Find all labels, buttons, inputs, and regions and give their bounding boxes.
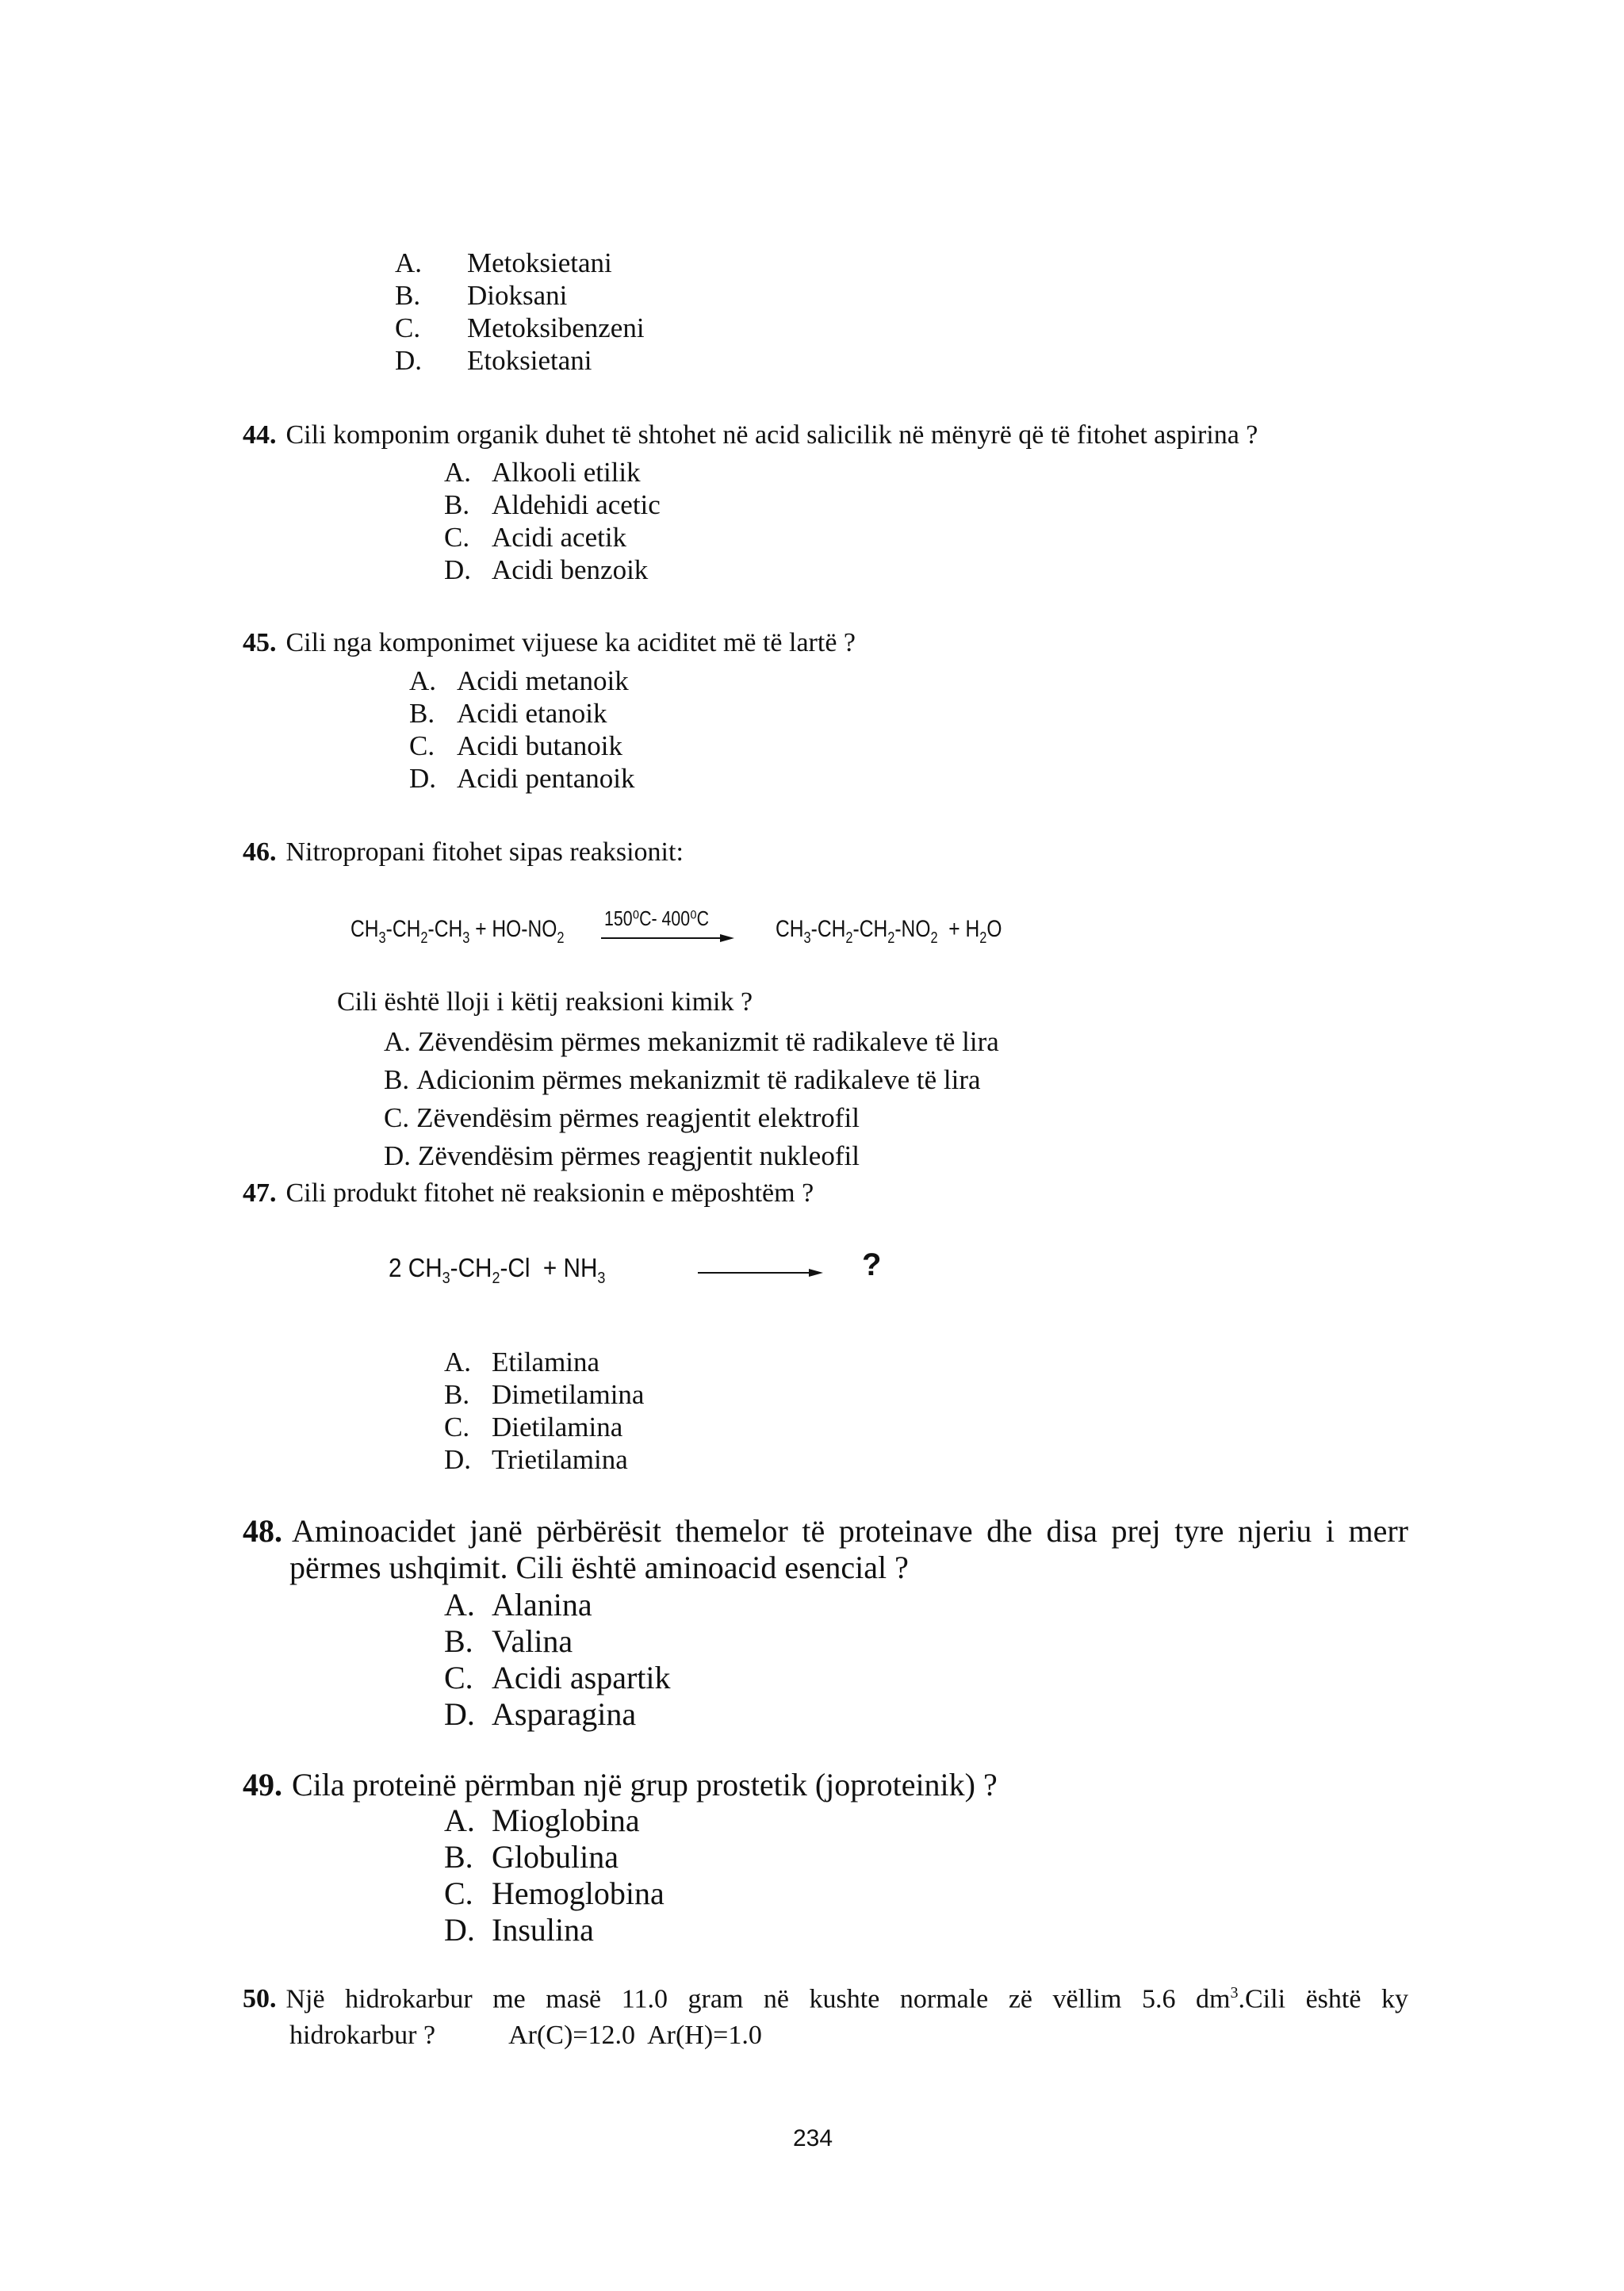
option-text: Dietilamina — [492, 1412, 623, 1442]
formula-part: + H — [937, 916, 980, 942]
question-line-1 — [243, 1513, 1408, 1550]
q46-products — [776, 916, 1002, 947]
formula-part: O — [986, 916, 1002, 942]
question-line-2 — [243, 2017, 1408, 2054]
question-text: Aminoacidet janë përbërësit themelor të proteinave dhe disa prej tyre njeriu i merr — [292, 1513, 1408, 1549]
question-text: Cila proteinë përmban një grup prostetik (joproteinik) ? — [292, 1767, 998, 1803]
formula-part: 2 CH — [389, 1253, 442, 1282]
formula-subscript: 3 — [462, 929, 470, 947]
formula-subscript: 2 — [887, 929, 895, 947]
option-text: Aldehidi acetic — [492, 489, 661, 520]
option-letter: A. — [444, 1803, 475, 1838]
q47-option-d — [444, 1443, 644, 1476]
option-text: Hemoglobina — [492, 1875, 665, 1911]
formula-subscript: 2 — [420, 929, 428, 947]
option-letter: B. — [409, 698, 435, 729]
option-text: Dimetilamina — [492, 1379, 645, 1410]
q48-question — [243, 1513, 1408, 1586]
option-text: Acidi benzoik — [492, 554, 649, 585]
option-text: Zëvendësim përmes mekanizmit të radikaleve të lira — [418, 1026, 999, 1057]
formula-subscript: 3 — [442, 1270, 450, 1287]
formula-subscript: 3 — [803, 929, 811, 947]
question-number: 46. — [243, 837, 277, 867]
q44-options — [444, 456, 661, 586]
question-number: 45. — [243, 628, 277, 657]
question-number: 49. — [243, 1767, 282, 1803]
option-letter: B. — [444, 1623, 473, 1659]
formula-subscript: 2 — [979, 929, 987, 947]
q47-option-c — [444, 1411, 644, 1443]
option-letter: D. — [444, 554, 472, 585]
option-letter: D. — [409, 763, 437, 794]
option-text: Adicionim përmes mekanizmit të radikaleve të lira — [416, 1064, 981, 1095]
option-letter: C. — [444, 1660, 473, 1695]
option-letter: C. — [395, 312, 421, 343]
option-text: Etoksietani — [467, 345, 592, 376]
option-letter: C. — [444, 1412, 470, 1442]
option-text: Alanina — [492, 1587, 592, 1622]
option-text: Metoksietani — [467, 247, 612, 278]
q47-options — [444, 1346, 644, 1476]
question-text: Cili nga komponimet vijuese ka aciditet më të lartë ? — [285, 628, 856, 657]
q46-options — [384, 1023, 999, 1175]
q43-option-a — [395, 247, 645, 279]
question-text: hidrokarbur ? — [289, 2021, 436, 2051]
q49-option-a — [444, 1803, 665, 1839]
question-text: Një hidrokarbur me masë 11.0 gram në kushte normale zë vëllim 5.6 dm — [285, 1984, 1231, 2014]
option-letter: A. — [444, 1347, 472, 1377]
q44-option-a — [444, 456, 661, 488]
q47-reaction-arrow — [698, 1266, 825, 1279]
option-letter: B. — [444, 1839, 473, 1875]
q43-option-b — [395, 279, 645, 312]
formula-part: -CH — [427, 916, 463, 942]
option-text: Acidi acetik — [492, 522, 627, 553]
q45-question — [243, 626, 856, 661]
q47-reactants — [389, 1253, 606, 1287]
option-text: Zëvendësim përmes reagjentit nukleofil — [418, 1140, 860, 1171]
exponent: 3 — [1230, 1984, 1239, 2002]
q49-question — [243, 1767, 998, 1803]
formula-part: -Cl + NH — [500, 1253, 598, 1282]
q43-options — [395, 247, 645, 377]
q46-option-a — [384, 1023, 999, 1061]
option-letter: B. — [384, 1064, 410, 1095]
option-text: Valina — [492, 1623, 573, 1659]
q49-option-b — [444, 1839, 665, 1875]
q47-question — [243, 1176, 814, 1211]
q45-option-c — [409, 730, 635, 762]
option-text: Acidi aspartik — [492, 1660, 671, 1695]
question-number: 44. — [243, 420, 277, 450]
question-text-end: .Cili është ky — [1238, 1984, 1408, 2014]
option-letter: D. — [384, 1140, 412, 1171]
q49-option-c — [444, 1875, 665, 1912]
formula-part: -CH — [852, 916, 888, 942]
option-letter: C. — [409, 730, 435, 761]
q46-question — [243, 835, 684, 870]
option-text: Mioglobina — [492, 1803, 640, 1838]
question-number: 47. — [243, 1178, 277, 1208]
option-text: Insulina — [492, 1912, 594, 1948]
q44-question — [243, 418, 1258, 453]
formula-part: + HO-NO — [469, 916, 557, 942]
option-text: Acidi butanoik — [457, 730, 622, 761]
question-number: 50. — [243, 1984, 277, 2014]
question-text: Cili produkt fitohet në reaksionin e mëposhtëm ? — [285, 1178, 814, 1208]
formula-subscript: 3 — [378, 929, 386, 947]
question-line-1 — [243, 1975, 1408, 2017]
q46-reaction-arrow — [601, 932, 736, 944]
question-number: 48. — [243, 1513, 282, 1549]
option-letter: C. — [444, 522, 470, 553]
option-letter: A. — [384, 1026, 412, 1057]
q46-option-d — [384, 1137, 999, 1175]
q47-option-b — [444, 1378, 644, 1411]
page-number: 234 — [793, 2125, 833, 2151]
option-text: Acidi metanoik — [457, 665, 629, 696]
option-letter: D. — [444, 1912, 475, 1948]
formula-subscript: 2 — [930, 929, 938, 947]
option-text: Trietilamina — [492, 1444, 628, 1475]
q48-option-b — [444, 1623, 671, 1660]
option-text: Metoksibenzeni — [467, 312, 645, 343]
q47-option-a — [444, 1346, 644, 1378]
atomic-masses: Ar(C)=12.0 Ar(H)=1.0 — [508, 2021, 762, 2051]
q48-option-c — [444, 1660, 671, 1696]
q46-reaction-conditions: 150⁰C- 400⁰C — [604, 906, 710, 930]
q44-option-d — [444, 554, 661, 586]
option-letter: B. — [444, 489, 470, 520]
option-letter: D. — [444, 1696, 475, 1732]
q48-options — [444, 1587, 671, 1733]
q46-option-b — [384, 1061, 999, 1099]
formula-subscript: 3 — [597, 1270, 606, 1287]
option-letter: D. — [395, 345, 423, 376]
q45-options — [409, 665, 635, 795]
formula-part: CH — [776, 916, 804, 942]
formula-subscript: 2 — [557, 929, 565, 947]
q46-option-c — [384, 1099, 999, 1137]
q47-unknown-product: ? — [862, 1247, 882, 1282]
option-letter: A. — [444, 1587, 475, 1622]
option-letter: A. — [395, 247, 423, 278]
option-text: Acidi pentanoik — [457, 763, 635, 794]
option-text: Alkooli etilik — [492, 457, 641, 488]
formula-part: -NO — [894, 916, 931, 942]
formula-part: -CH — [385, 916, 421, 942]
option-letter: B. — [444, 1379, 470, 1410]
option-text: Etilamina — [492, 1347, 600, 1377]
option-letter: C. — [444, 1875, 473, 1911]
option-letter: A. — [409, 665, 437, 696]
q50-question — [243, 1975, 1408, 2054]
formula-subscript: 2 — [492, 1270, 500, 1287]
question-line-2: përmes ushqimit. Cili është aminoacid esencial ? — [289, 1550, 909, 1585]
q44-option-b — [444, 488, 661, 521]
question-text: Nitropropani fitohet sipas reaksionit: — [285, 837, 684, 867]
q49-options — [444, 1803, 665, 1948]
q45-option-d — [409, 762, 635, 795]
option-letter: B. — [395, 280, 421, 311]
formula-part: -CH — [450, 1253, 492, 1282]
option-letter: C. — [384, 1102, 410, 1133]
option-text: Acidi etanoik — [457, 698, 607, 729]
option-text: Zëvendësim përmes reagjentit elektrofil — [416, 1102, 860, 1133]
q45-option-a — [409, 665, 635, 697]
option-letter: A. — [444, 457, 472, 488]
formula-part: CH — [350, 916, 379, 942]
q49-option-d — [444, 1912, 665, 1948]
q45-option-b — [409, 697, 635, 730]
q43-option-d — [395, 344, 645, 377]
option-text: Dioksani — [467, 280, 568, 311]
q46-reactants — [350, 916, 565, 947]
q48-option-d — [444, 1696, 671, 1733]
formula-subscript: 2 — [845, 929, 853, 947]
q48-option-a — [444, 1587, 671, 1623]
q44-option-c — [444, 521, 661, 554]
formula-part: -CH — [810, 916, 846, 942]
q46-subquestion: Cili është lloji i këtij reaksioni kimik ? — [337, 987, 753, 1017]
q43-option-c — [395, 312, 645, 344]
question-text: Cili komponim organik duhet të shtohet në acid salicilik në mënyrë që të fitohet aspirina ? — [285, 420, 1258, 450]
option-text: Asparagina — [492, 1696, 637, 1732]
option-text: Globulina — [492, 1839, 619, 1875]
option-letter: D. — [444, 1444, 472, 1475]
